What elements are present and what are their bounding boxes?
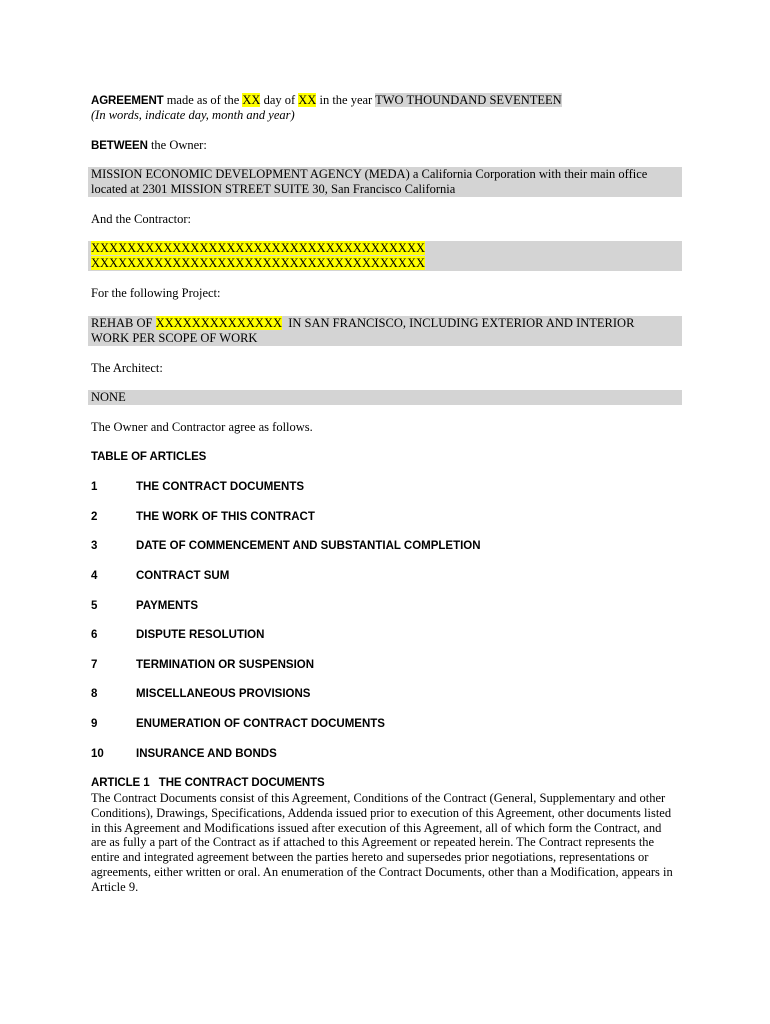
toc-title: ENUMERATION OF CONTRACT DOCUMENTS bbox=[136, 718, 385, 730]
between-label: BETWEEN bbox=[91, 140, 148, 152]
toc-title: INSURANCE AND BONDS bbox=[136, 748, 277, 760]
project-suffix: IN SAN FRANCISCO, INCLUDING EXTERIOR AND INTERIOR bbox=[281, 316, 635, 330]
article-1-line: are as fully a part of the Contract as if attached to this Agreement or repeated herein. The Contract represents the bbox=[91, 835, 655, 850]
toc-num: 4 bbox=[91, 570, 98, 582]
article-1-line: Conditions), Drawings, Specifications, Addenda issued prior to execution of this Agreement, other documents listed bbox=[91, 805, 672, 820]
year-field[interactable]: TWO THOUNDAND SEVENTEEN bbox=[375, 93, 562, 107]
agreement-text-3: in the year bbox=[316, 93, 376, 107]
between-line bbox=[91, 138, 207, 154]
article-1-line: entire and integrated agreement between the parties hereto and supersedes prior negotiations, representations or bbox=[91, 850, 649, 865]
toc-title: DATE OF COMMENCEMENT AND SUBSTANTIAL COMPLETION bbox=[136, 540, 481, 552]
article-1-line: in this Agreement and Modifications issued after execution of this Agreement, all of which form the Contract, and bbox=[91, 820, 662, 835]
toc-num: 5 bbox=[91, 600, 98, 612]
owner-field[interactable] bbox=[88, 167, 682, 197]
agreement-text-1: made as of the bbox=[163, 93, 243, 107]
toc-title: THE WORK OF THIS CONTRACT bbox=[136, 511, 315, 523]
agreement-text-2: day of bbox=[260, 93, 299, 107]
month-field[interactable]: XX bbox=[298, 93, 317, 107]
agreement-line bbox=[91, 93, 562, 109]
toc-num: 10 bbox=[91, 748, 104, 760]
toc-title: MISCELLANEOUS PROVISIONS bbox=[136, 688, 311, 700]
agree-text: The Owner and Contractor agree as follows. bbox=[91, 420, 313, 434]
article-1-body bbox=[91, 791, 683, 895]
article-1-line: agreements, either written or oral. An enumeration of the Contract Documents, other than a Modification, appears in bbox=[91, 864, 673, 879]
owner-line-2: located at 2301 MISSION STREET SUITE 30, San Francisco California bbox=[91, 182, 456, 196]
contractor-label: And the Contractor: bbox=[91, 212, 191, 226]
project-field[interactable] bbox=[88, 316, 682, 346]
article-1-line: Article 9. bbox=[91, 879, 139, 894]
project-line-2: WORK PER SCOPE OF WORK bbox=[91, 331, 258, 345]
toc-title: CONTRACT SUM bbox=[136, 570, 230, 582]
project-label: For the following Project: bbox=[91, 286, 221, 300]
toc-num: 8 bbox=[91, 688, 98, 700]
toc-num: 7 bbox=[91, 659, 98, 671]
toc-title: DISPUTE RESOLUTION bbox=[136, 629, 265, 641]
agreement-label: AGREEMENT bbox=[91, 95, 164, 107]
between-text: the Owner: bbox=[147, 138, 207, 152]
architect-field[interactable] bbox=[88, 390, 682, 405]
toc-title: PAYMENTS bbox=[136, 600, 198, 612]
project-prefix: REHAB OF bbox=[91, 316, 156, 330]
date-instruction: (In words, indicate day, month and year) bbox=[91, 108, 295, 122]
project-placeholder: XXXXXXXXXXXXXX bbox=[155, 316, 282, 330]
article-1-line: The Contract Documents consist of this Agreement, Conditions of the Contract (General, Supplementary and other bbox=[91, 791, 666, 805]
owner-line-1: MISSION ECONOMIC DEVELOPMENT AGENCY (MEDA) a California Corporation with their main office bbox=[91, 167, 648, 181]
toc-num: 9 bbox=[91, 718, 98, 730]
contractor-line-1: XXXXXXXXXXXXXXXXXXXXXXXXXXXXXXXXXXXXX bbox=[91, 241, 426, 255]
toc-title: THE CONTRACT DOCUMENTS bbox=[136, 481, 305, 493]
toc-title: TERMINATION OR SUSPENSION bbox=[136, 659, 315, 671]
toc-num: 1 bbox=[91, 481, 98, 493]
architect-value: NONE bbox=[91, 390, 126, 404]
toc-heading: TABLE OF ARTICLES bbox=[91, 451, 207, 463]
toc-num: 3 bbox=[91, 540, 98, 552]
architect-label: The Architect: bbox=[91, 361, 163, 375]
toc-num: 2 bbox=[91, 511, 98, 523]
toc-num: 6 bbox=[91, 629, 98, 641]
article-1-heading: ARTICLE 1 THE CONTRACT DOCUMENTS bbox=[91, 777, 325, 789]
contractor-field[interactable] bbox=[88, 241, 682, 271]
contractor-line-2: XXXXXXXXXXXXXXXXXXXXXXXXXXXXXXXXXXXXX bbox=[91, 256, 426, 270]
day-field[interactable]: XX bbox=[242, 93, 261, 107]
